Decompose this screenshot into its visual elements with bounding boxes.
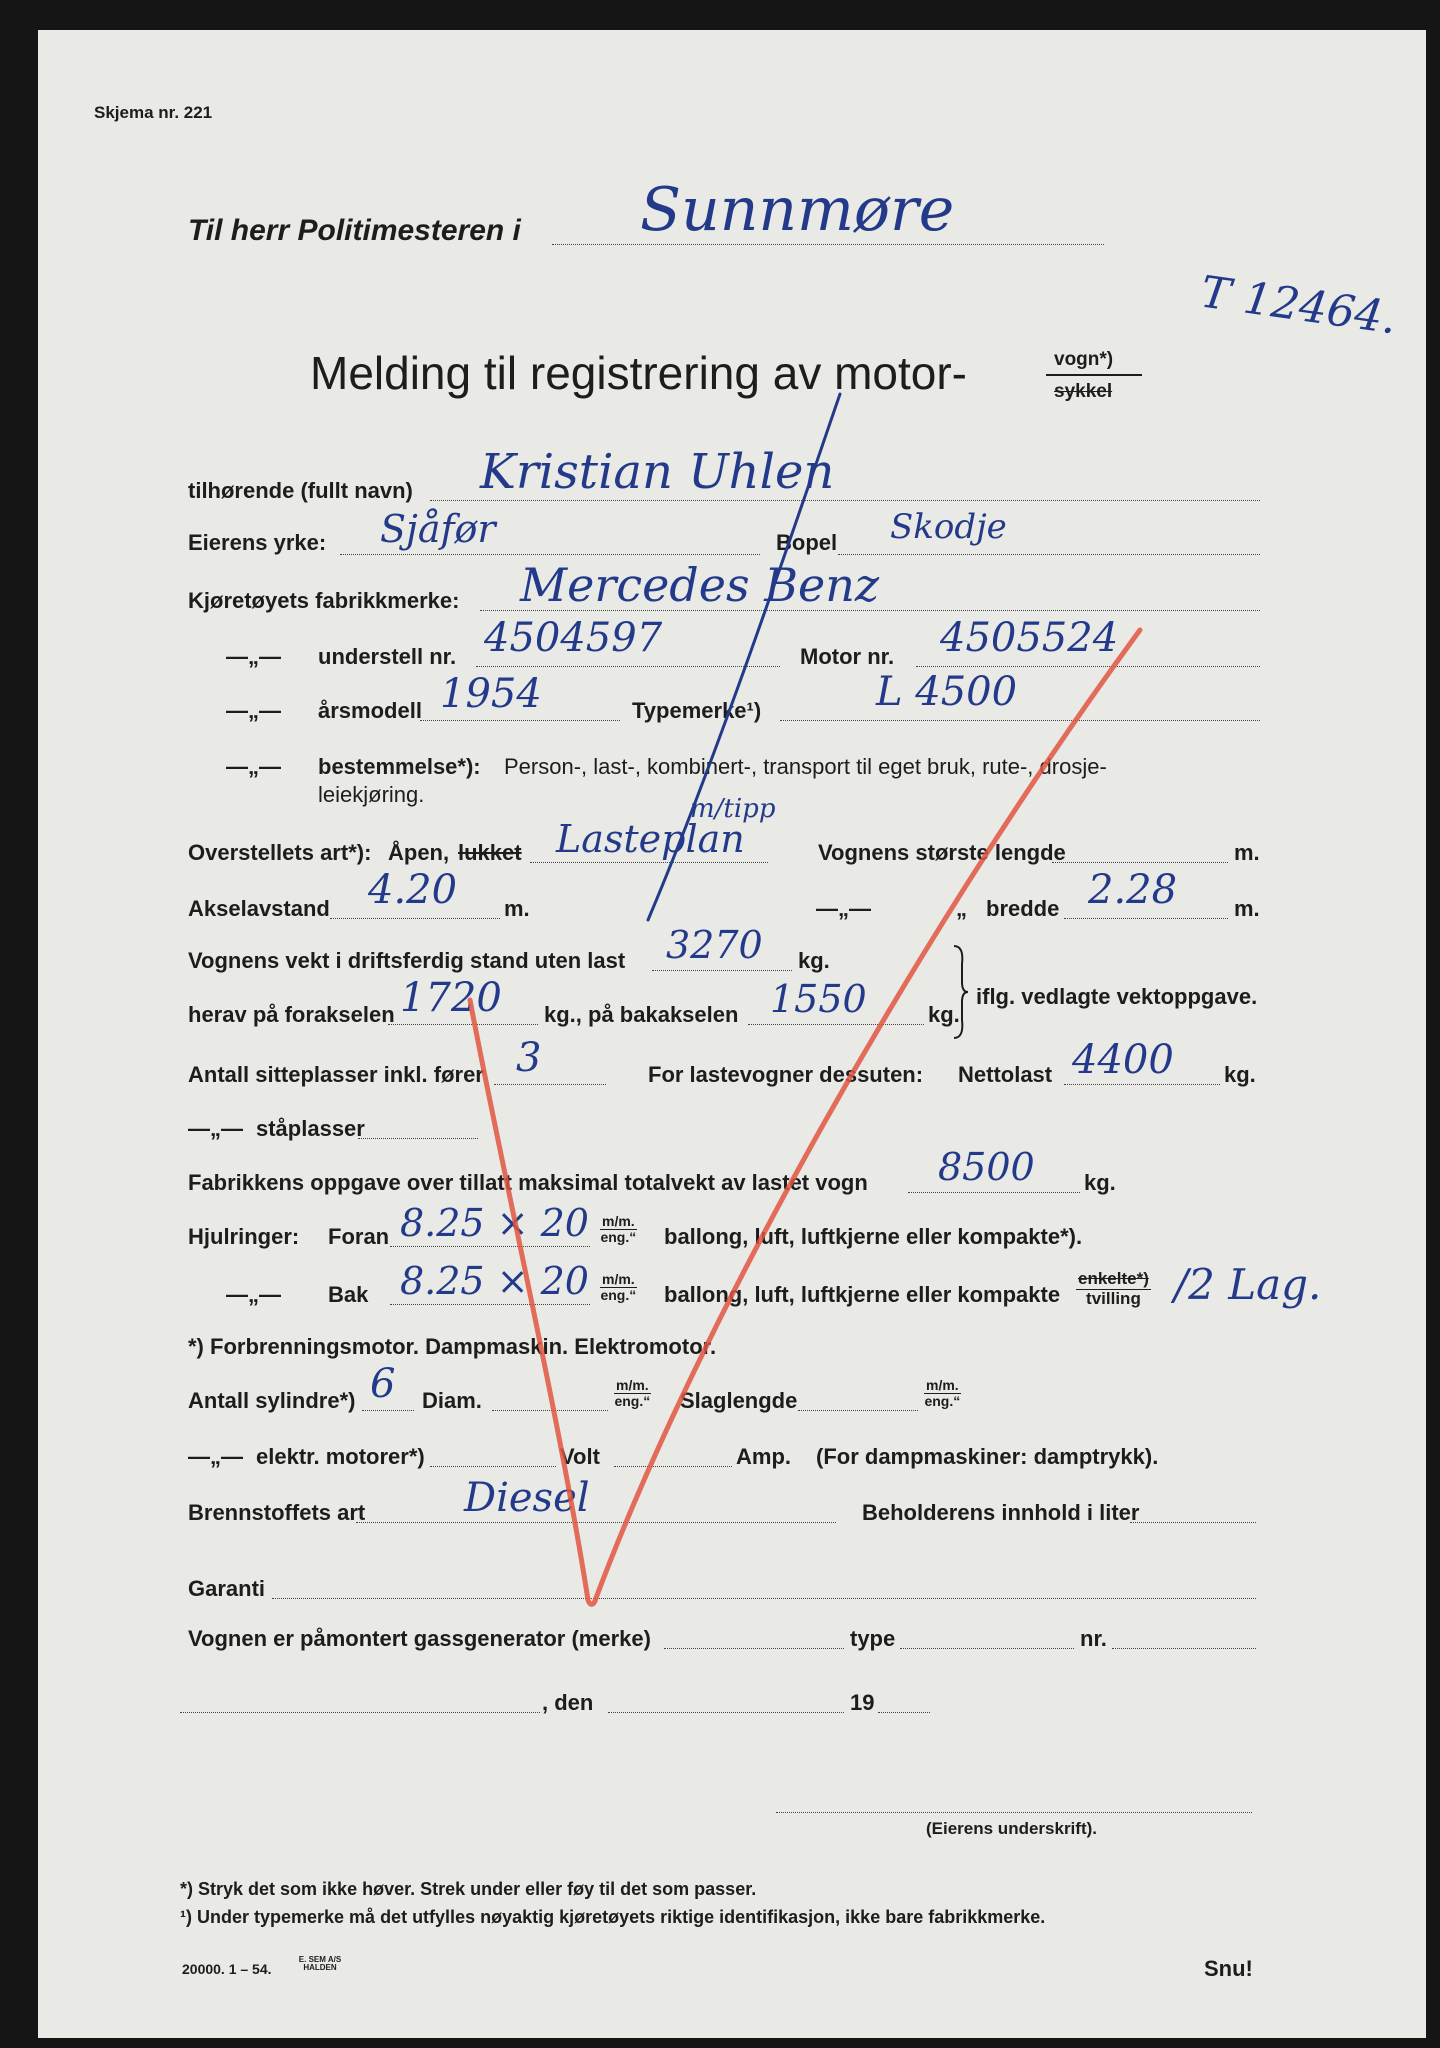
weight-value[interactable]: 3270	[666, 923, 763, 967]
printer-info: E. SEM A/S HALDEN	[298, 1955, 342, 1972]
per-weight-note: iflg. vedlagte vektoppgave.	[976, 984, 1258, 1009]
front-tire-unit: m/m. eng.“	[600, 1213, 637, 1246]
cylinders-value[interactable]: 6	[370, 1361, 396, 1407]
body-type-label: Overstellets art*):	[188, 840, 372, 865]
turn-over-label: Snu!	[1204, 1956, 1253, 1981]
year-19-line	[878, 1712, 930, 1713]
signature-line	[776, 1812, 1252, 1813]
front-axle-label: herav på forakselen	[188, 1002, 395, 1027]
make-label: Kjøretøyets fabrikkmerke:	[188, 588, 460, 613]
max-total-unit: kg.	[1084, 1170, 1116, 1195]
tank-label: Beholderens innhold i liter	[862, 1500, 1140, 1525]
wheelbase-unit: m.	[504, 896, 530, 921]
date-den-label: , den	[542, 1690, 594, 1715]
rear-tire-unit: m/m. eng.“	[600, 1271, 637, 1304]
body-closed: lukket	[458, 840, 522, 865]
rear-axle-label: kg., på bakakselen	[544, 1002, 739, 1027]
make-value[interactable]: Mercedes Benz	[520, 558, 880, 612]
standing-label: ståplasser	[256, 1116, 365, 1141]
rear-tire-types: ballong, luft, luftkjerne eller kompakte	[664, 1282, 1061, 1307]
blue-ink-stroke	[600, 390, 880, 930]
year-label: årsmodell	[318, 698, 422, 723]
motor-label: Motor nr.	[800, 644, 895, 669]
weight-label: Vognens vekt i driftsferdig stand uten last	[188, 948, 626, 973]
single-twin-choice: enkelte*) tvilling	[1078, 1269, 1149, 1308]
motor-value[interactable]: 4505524	[940, 615, 1119, 661]
gas-nr-label: nr.	[1080, 1626, 1107, 1651]
to-label: Til herr Politimesteren i	[188, 214, 521, 247]
chassis-value[interactable]: 4504597	[484, 615, 663, 661]
ditto-rear-tire: —„—	[226, 1282, 281, 1307]
motor-types: *) Forbrenningsmotor. Dampmaskin. Elektromotor.	[188, 1334, 717, 1359]
year-19-label: 19	[850, 1690, 875, 1715]
rear-tire-value[interactable]: 8.25 × 20	[400, 1259, 589, 1303]
print-info: 20000. 1 – 54.	[182, 1961, 272, 1977]
chassis-label: understell nr.	[318, 644, 457, 669]
owner-label: tilhørende (fullt navn)	[188, 478, 413, 503]
front-tire-types: ballong, luft, luftkjerne eller kompakte*).	[664, 1224, 1083, 1249]
ditto-year: —„—	[226, 698, 281, 723]
footnote-1: *) Stryk det som ikke høver. Strek under eller føy til det som passer.	[180, 1879, 757, 1899]
gas-type-label: type	[850, 1626, 896, 1651]
fuel-value[interactable]: Diesel	[464, 1475, 590, 1521]
registration-number: T 12464.	[1197, 266, 1400, 345]
ditto-width: —„—	[816, 896, 871, 921]
ditto-chassis: —„—	[226, 644, 281, 669]
type-value[interactable]: L 4500	[876, 669, 1018, 715]
net-load-value[interactable]: 4400	[1072, 1037, 1174, 1083]
front-tire-label: Foran	[328, 1224, 390, 1249]
amp-label: Amp.	[736, 1444, 791, 1469]
body-extra-value[interactable]: m/tipp	[690, 794, 776, 824]
residence-value[interactable]: Skodje	[890, 507, 1007, 547]
elec-motors-label: elektr. motorer*)	[256, 1444, 425, 1469]
diam-unit: m/m. eng.“	[614, 1377, 651, 1410]
cylinders-line	[362, 1410, 414, 1411]
front-axle-value[interactable]: 1720	[400, 975, 502, 1021]
title-option-sykkel: sykkel	[1054, 381, 1113, 402]
rear-tire-label: Bak	[328, 1282, 369, 1307]
net-load-unit: kg.	[1224, 1062, 1256, 1087]
front-tire-value[interactable]: 8.25 × 20	[400, 1201, 589, 1245]
cylinders-label: Antall sylindre*)	[188, 1388, 356, 1413]
owner-value[interactable]: Kristian Uhlen	[480, 444, 835, 500]
wheel-rings-label: Hjulringer:	[188, 1224, 300, 1249]
seats-value[interactable]: 3	[516, 1035, 542, 1081]
wheelbase-label: Akselavstand	[188, 896, 330, 921]
gas-nr-line	[1112, 1648, 1256, 1649]
ditto-standing: —„—	[188, 1116, 243, 1141]
body-open: Åpen,	[388, 840, 450, 865]
width-unit: m.	[1234, 896, 1260, 921]
place-line	[180, 1712, 540, 1713]
width-label: bredde	[986, 896, 1060, 921]
gas-type-line	[900, 1648, 1074, 1649]
purpose-options-2: leiekjøring.	[318, 782, 425, 807]
max-length-unit: m.	[1234, 840, 1260, 865]
title-option-vogn: vogn*)	[1054, 349, 1114, 370]
year-value[interactable]: 1954	[440, 671, 542, 717]
date-line	[608, 1712, 844, 1713]
max-total-label: Fabrikkens oppgave over tillatt maksimal totalvekt av lastet vogn	[188, 1170, 868, 1195]
residence-line	[838, 554, 1260, 555]
schema-number: Skjema nr. 221	[94, 103, 213, 122]
max-total-value[interactable]: 8500	[938, 1145, 1035, 1189]
warranty-label: Garanti	[188, 1576, 266, 1601]
stroke-unit: m/m. eng.“	[924, 1377, 961, 1410]
signature-label: (Eierens underskrift).	[926, 1819, 1097, 1838]
rear-note-value[interactable]: /2 Lag.	[1174, 1260, 1322, 1309]
to-value[interactable]: Sunnmøre	[640, 175, 955, 245]
residence-label: Bopel	[776, 530, 838, 555]
width-quote: „	[956, 896, 967, 921]
purpose-options: Person-, last-, kombinert-, transport til eget bruk, rute-, drosje-	[504, 754, 1107, 779]
occupation-value[interactable]: Sjåfør	[380, 507, 496, 551]
ditto-purpose: —„—	[226, 754, 281, 779]
rear-axle-value[interactable]: 1550	[770, 977, 867, 1021]
steam-label: (For dampmaskiner: damptrykk).	[816, 1444, 1159, 1469]
rear-axle-unit: kg.	[928, 1002, 960, 1027]
ditto-elec: —„—	[188, 1444, 243, 1469]
trucks-also-label: For lastevogner dessuten:	[648, 1062, 924, 1087]
stroke-label: Slaglengde	[680, 1388, 798, 1413]
purpose-label: bestemmelse*):	[318, 754, 481, 779]
occupation-label: Eierens yrke:	[188, 530, 327, 555]
volt-label: Volt	[560, 1444, 600, 1469]
diam-label: Diam.	[422, 1388, 482, 1413]
body-value[interactable]: Lasteplan	[556, 817, 745, 861]
fuel-label: Brennstoffets art	[188, 1500, 366, 1525]
footnote-2: ¹) Under typemerke må det utfylles nøyaktig kjøretøyets riktige identifikasjon, ikke bare fabrikkmerke.	[180, 1907, 1046, 1927]
gas-generator-label: Vognen er påmontert gassgenerator (merke)	[188, 1626, 651, 1651]
wheelbase-value[interactable]: 4.20	[368, 867, 458, 913]
weight-unit: kg.	[798, 948, 830, 973]
net-load-label: Nettolast	[958, 1062, 1053, 1087]
title-fraction-line	[1046, 374, 1142, 376]
width-value[interactable]: 2.28	[1088, 867, 1178, 913]
type-label: Typemerke¹)	[632, 698, 762, 723]
max-length-label: Vognens største lengde	[818, 840, 1066, 865]
seats-label: Antall sitteplasser inkl. fører	[188, 1062, 484, 1087]
gas-generator-line	[664, 1648, 844, 1649]
page-title: Melding til registrering av motor-	[310, 347, 968, 399]
